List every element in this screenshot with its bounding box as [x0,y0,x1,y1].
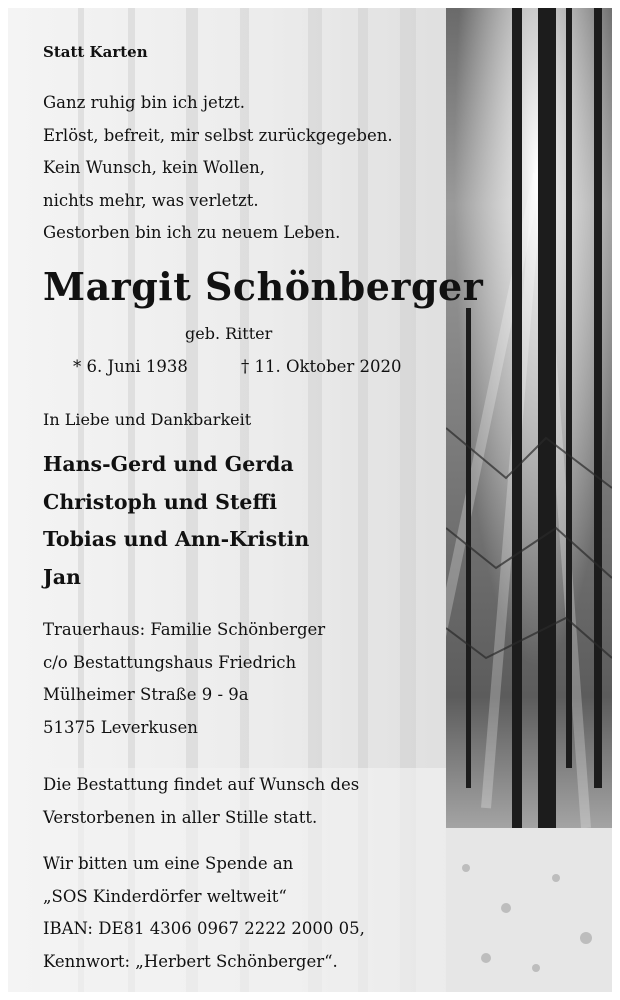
mourner-name: Hans-Gerd und Gerda [43,452,294,476]
mourning-house-address [43,614,325,744]
donation-iban: IBAN: DE81 4306 0967 2222 2000 05, [43,919,365,938]
statt-karten-label: Statt Karten [43,43,148,61]
poem-line: Kein Wunsch, kein Wollen, [43,158,266,177]
mourners-list [43,446,309,596]
donation-line: „SOS Kinderdörfer weltweit“ [43,886,287,906]
address-line: Mülheimer Straße 9 - 9a [43,685,249,704]
address-line: c/o Bestattungshaus Friedrich [43,652,297,672]
mourners-intro: In Liebe und Dankbarkeit [43,410,252,429]
poem-line: Ganz ruhig bin ich jetzt. [43,93,245,112]
death-date: † 11. Oktober 2020 [241,357,402,376]
poem [43,87,393,250]
forest-photo-panel [446,8,612,992]
winter-forest-sunlight-photo [446,8,612,992]
donation-line: Wir bitten um eine Spende an [43,854,294,873]
burial-line: Verstorbenen in aller Stille statt. [43,807,318,827]
poem-line: nichts mehr, was verletzt. [43,190,259,210]
deceased-name: Margit Schönberger [43,264,484,309]
mourner-name: Christoph und Steffi [43,489,278,514]
mourner-name: Tobias und Ann-Kristin [43,527,310,551]
donation-notice [43,848,365,978]
burial-notice [43,769,359,834]
burial-line: Die Bestattung findet auf Wunsch des [43,775,360,794]
address-line: 51375 Leverkusen [43,717,198,737]
address-line: Trauerhaus: Familie Schönberger [43,620,326,639]
obituary-card [8,8,612,992]
birth-date: * 6. Juni 1938 [73,357,188,376]
poem-line: Erlöst, befreit, mir selbst zurückgegeben. [43,125,393,145]
donation-keyword: Kennwort: „Herbert Schönberger“. [43,951,338,971]
maiden-name: geb. Ritter [185,324,273,343]
mourner-name: Jan [43,564,81,589]
obituary-text [43,8,484,992]
poem-line: Gestorben bin ich zu neuem Leben. [43,223,341,242]
